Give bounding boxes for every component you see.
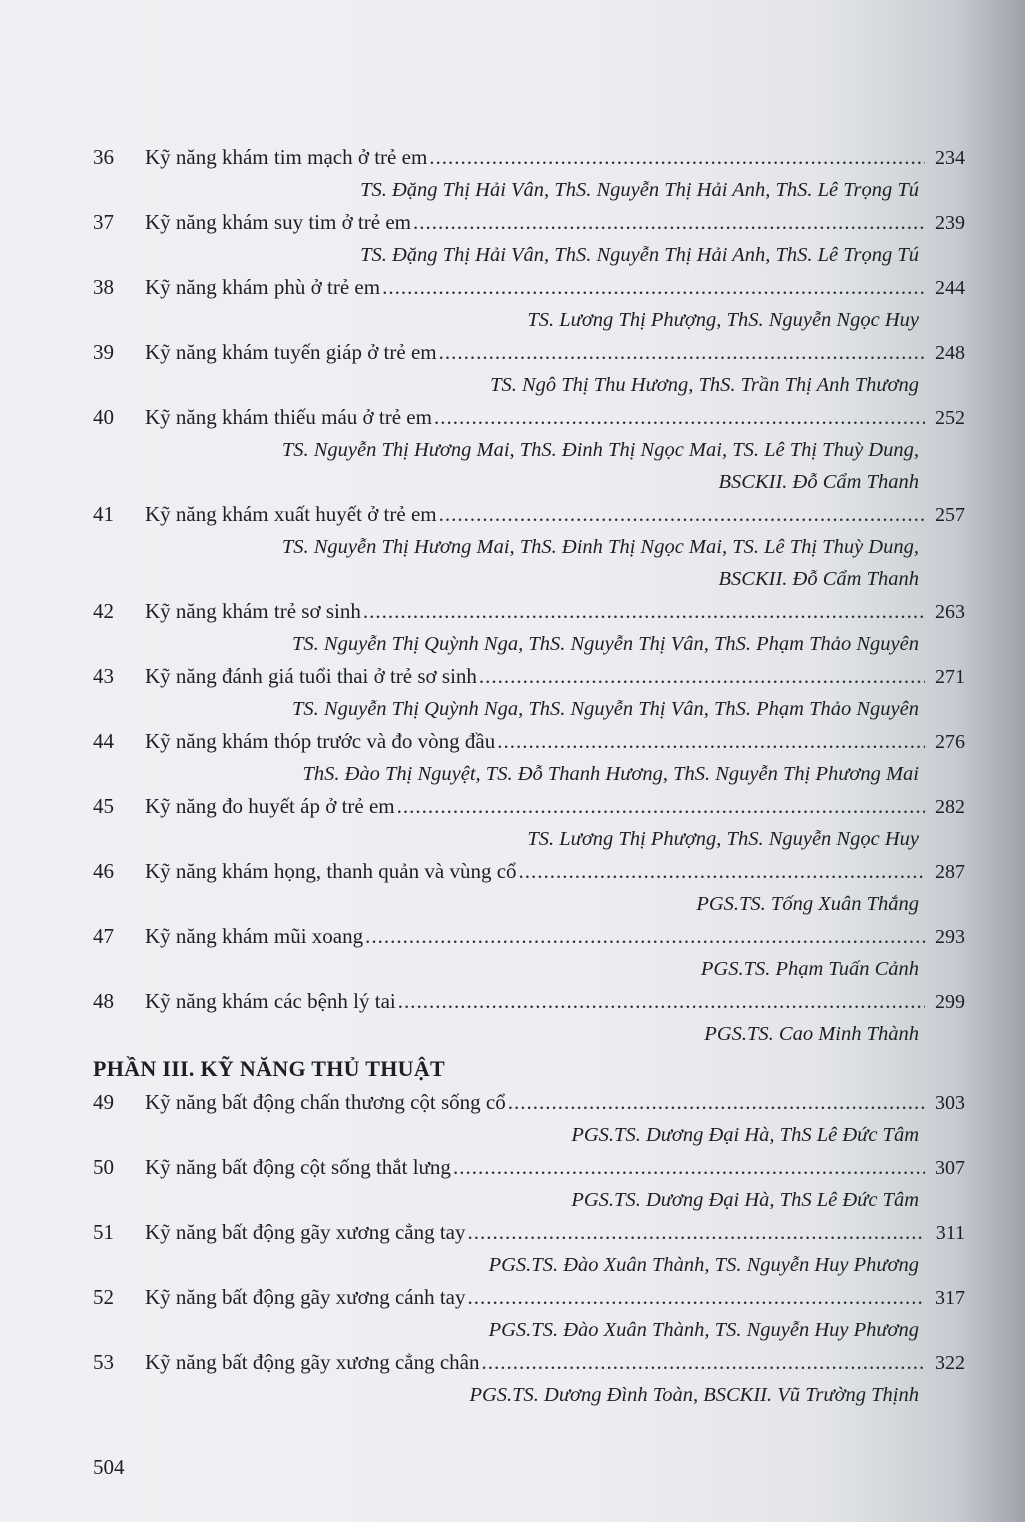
toc-entry-line bbox=[93, 660, 965, 693]
entry-title: Kỹ năng khám phù ở trẻ em bbox=[145, 275, 381, 299]
entry-number: 53 bbox=[93, 1350, 114, 1374]
entry-title: Kỹ năng khám suy tim ở trẻ em bbox=[145, 210, 411, 234]
entry-page-number: 303 bbox=[935, 1092, 965, 1114]
entry-title: Kỹ năng bất động chấn thương cột sống cổ bbox=[145, 1090, 506, 1114]
entry-authors: TS. Nguyễn Thị Hương Mai, ThS. Đinh Thị Ngọc Mai, TS. Lê Thị Thuỳ Dung, bbox=[281, 536, 919, 558]
toc-entry-line bbox=[93, 855, 965, 888]
toc-entry bbox=[93, 855, 965, 920]
toc-entry bbox=[93, 1281, 965, 1346]
toc-entry-line bbox=[93, 920, 965, 953]
dot-leader bbox=[439, 498, 925, 531]
toc-entry bbox=[93, 206, 965, 271]
section-heading: PHẦN III. KỸ NĂNG THỦ THUẬT bbox=[93, 1056, 446, 1081]
entry-authors: PGS.TS. Dương Đình Toàn, BSCKII. Vũ Trường Thịnh bbox=[469, 1384, 919, 1406]
entry-page-number: 234 bbox=[935, 147, 965, 169]
toc-entry bbox=[93, 401, 965, 498]
entry-authors: PGS.TS. Phạm Tuấn Cảnh bbox=[700, 958, 919, 980]
entry-page-number: 293 bbox=[935, 926, 965, 948]
dot-leader bbox=[481, 1346, 925, 1379]
dot-leader bbox=[365, 920, 925, 953]
toc-entry bbox=[93, 1151, 965, 1216]
dot-leader bbox=[439, 336, 925, 369]
toc-entry-line bbox=[93, 595, 965, 628]
entry-number: 39 bbox=[93, 340, 114, 364]
entry-number: 36 bbox=[93, 145, 114, 169]
toc-entries-part-iii bbox=[93, 1086, 965, 1411]
entry-number: 43 bbox=[93, 664, 114, 688]
entry-authors: PGS.TS. Tống Xuân Thắng bbox=[696, 893, 919, 915]
dot-leader bbox=[508, 1086, 925, 1119]
toc-entry-line bbox=[93, 1346, 965, 1379]
entry-authors: PGS.TS. Đào Xuân Thành, TS. Nguyễn Huy Phương bbox=[488, 1319, 919, 1341]
page-number: 504 bbox=[93, 1455, 125, 1479]
entry-page-number: 287 bbox=[935, 861, 965, 883]
entry-number: 46 bbox=[93, 859, 114, 883]
entry-page-number: 276 bbox=[935, 731, 965, 753]
entry-authors: TS. Nguyễn Thị Quỳnh Nga, ThS. Nguyễn Thị Vân, ThS. Phạm Thảo Nguyên bbox=[292, 633, 919, 655]
entry-number: 42 bbox=[93, 599, 114, 623]
entry-page-number: 299 bbox=[935, 991, 965, 1013]
entry-number: 51 bbox=[93, 1220, 114, 1244]
toc-entry bbox=[93, 141, 965, 206]
dot-leader bbox=[398, 985, 925, 1018]
toc-entry bbox=[93, 1346, 965, 1411]
dot-leader bbox=[382, 271, 925, 304]
toc-entry bbox=[93, 1086, 965, 1151]
entry-page-number: 282 bbox=[935, 796, 965, 818]
entry-title: Kỹ năng đo huyết áp ở trẻ em bbox=[145, 794, 395, 818]
toc-entry-line bbox=[93, 271, 965, 304]
toc-entry-line bbox=[93, 206, 965, 239]
entry-authors: ThS. Đào Thị Nguyệt, TS. Đỗ Thanh Hương, ThS. Nguyễn Thị Phương Mai bbox=[302, 763, 919, 785]
entry-number: 44 bbox=[93, 729, 114, 753]
toc-entry bbox=[93, 985, 965, 1050]
entry-page-number: 239 bbox=[935, 212, 965, 234]
entry-number: 40 bbox=[93, 405, 114, 429]
entry-title: Kỹ năng bất động gãy xương cẳng chân bbox=[145, 1350, 480, 1374]
toc-entry bbox=[93, 725, 965, 790]
entry-page-number: 311 bbox=[935, 1222, 965, 1244]
entry-authors: TS. Lương Thị Phượng, ThS. Nguyễn Ngọc Huy bbox=[527, 828, 919, 850]
toc-entry-line bbox=[93, 401, 965, 434]
toc-entry bbox=[93, 336, 965, 401]
toc-entry-line bbox=[93, 1216, 965, 1249]
dot-leader bbox=[397, 790, 925, 823]
dot-leader bbox=[468, 1281, 926, 1314]
entry-authors: TS. Đặng Thị Hải Vân, ThS. Nguyễn Thị Hải Anh, ThS. Lê Trọng Tú bbox=[360, 179, 919, 201]
dot-leader bbox=[479, 660, 925, 693]
entry-page-number: 252 bbox=[935, 407, 965, 429]
entry-page-number: 257 bbox=[935, 504, 965, 526]
entry-number: 49 bbox=[93, 1090, 114, 1114]
toc-entry bbox=[93, 498, 965, 595]
toc-entry-line bbox=[93, 985, 965, 1018]
entry-authors: PGS.TS. Đào Xuân Thành, TS. Nguyễn Huy Phương bbox=[488, 1254, 919, 1276]
entry-title: Kỹ năng khám tim mạch ở trẻ em bbox=[145, 145, 428, 169]
entry-number: 47 bbox=[93, 924, 114, 948]
dot-leader bbox=[497, 725, 925, 758]
entry-authors: PGS.TS. Cao Minh Thành bbox=[704, 1023, 919, 1045]
toc-entry bbox=[93, 920, 965, 985]
toc-entry-line bbox=[93, 1151, 965, 1184]
dot-leader bbox=[413, 206, 925, 239]
entry-title: Kỹ năng bất động gãy xương cẳng tay bbox=[145, 1220, 466, 1244]
entry-authors: BSCKII. Đỗ Cẩm Thanh bbox=[718, 568, 919, 590]
entry-title: Kỹ năng bất động cột sống thắt lưng bbox=[145, 1155, 451, 1179]
dot-leader bbox=[468, 1216, 926, 1249]
dot-leader bbox=[429, 141, 925, 174]
entry-number: 37 bbox=[93, 210, 114, 234]
toc-entry-line bbox=[93, 1281, 965, 1314]
entry-title: Kỹ năng đánh giá tuổi thai ở trẻ sơ sinh bbox=[145, 664, 477, 688]
entry-title: Kỹ năng khám mũi xoang bbox=[145, 924, 364, 948]
dot-leader bbox=[434, 401, 925, 434]
entry-authors: PGS.TS. Dương Đại Hà, ThS Lê Đức Tâm bbox=[571, 1124, 919, 1146]
entry-number: 50 bbox=[93, 1155, 114, 1179]
entry-authors: TS. Ngô Thị Thu Hương, ThS. Trần Thị Anh Thương bbox=[490, 374, 919, 396]
dot-leader bbox=[363, 595, 925, 628]
entry-authors: TS. Nguyễn Thị Hương Mai, ThS. Đinh Thị Ngọc Mai, TS. Lê Thị Thuỳ Dung, bbox=[281, 439, 919, 461]
table-of-contents bbox=[93, 141, 965, 1411]
entry-page-number: 244 bbox=[935, 277, 965, 299]
entry-title: Kỹ năng bất động gãy xương cánh tay bbox=[145, 1285, 466, 1309]
entry-number: 45 bbox=[93, 794, 114, 818]
entry-number: 52 bbox=[93, 1285, 114, 1309]
entry-title: Kỹ năng khám xuất huyết ở trẻ em bbox=[145, 502, 437, 526]
toc-entry bbox=[93, 271, 965, 336]
entry-title: Kỹ năng khám thiếu máu ở trẻ em bbox=[145, 405, 432, 429]
toc-entry bbox=[93, 1216, 965, 1281]
entry-number: 41 bbox=[93, 502, 114, 526]
entry-page-number: 248 bbox=[935, 342, 965, 364]
entry-authors: TS. Lương Thị Phượng, ThS. Nguyễn Ngọc Huy bbox=[527, 309, 919, 331]
toc-entry bbox=[93, 660, 965, 725]
entry-title: Kỹ năng khám họng, thanh quản và vùng cổ bbox=[145, 859, 517, 883]
toc-entry-line bbox=[93, 1086, 965, 1119]
toc-entry-line bbox=[93, 725, 965, 758]
toc-entry-line bbox=[93, 141, 965, 174]
entry-title: Kỹ năng khám thóp trước và đo vòng đầu bbox=[145, 729, 496, 753]
entry-authors: TS. Đặng Thị Hải Vân, ThS. Nguyễn Thị Hải Anh, ThS. Lê Trọng Tú bbox=[360, 244, 919, 266]
entry-page-number: 307 bbox=[935, 1157, 965, 1179]
entry-authors: PGS.TS. Dương Đại Hà, ThS Lê Đức Tâm bbox=[571, 1189, 919, 1211]
entry-number: 48 bbox=[93, 989, 114, 1013]
entry-page-number: 263 bbox=[935, 601, 965, 623]
entry-title: Kỹ năng khám tuyến giáp ở trẻ em bbox=[145, 340, 437, 364]
dot-leader bbox=[453, 1151, 925, 1184]
entry-page-number: 271 bbox=[935, 666, 965, 688]
entry-page-number: 317 bbox=[935, 1287, 965, 1309]
entry-title: Kỹ năng khám trẻ sơ sinh bbox=[145, 599, 361, 623]
entry-number: 38 bbox=[93, 275, 114, 299]
toc-entry-line bbox=[93, 336, 965, 369]
entry-authors: TS. Nguyễn Thị Quỳnh Nga, ThS. Nguyễn Thị Vân, ThS. Phạm Thảo Nguyên bbox=[292, 698, 919, 720]
toc-entry-line bbox=[93, 790, 965, 823]
dot-leader bbox=[519, 855, 925, 888]
toc-entry bbox=[93, 595, 965, 660]
entry-title: Kỹ năng khám các bệnh lý tai bbox=[145, 989, 396, 1013]
entry-authors: BSCKII. Đỗ Cẩm Thanh bbox=[718, 471, 919, 493]
entry-page-number: 322 bbox=[935, 1352, 965, 1374]
toc-entry bbox=[93, 790, 965, 855]
toc-entries-part-ii bbox=[93, 141, 965, 1050]
toc-entry-line bbox=[93, 498, 965, 531]
